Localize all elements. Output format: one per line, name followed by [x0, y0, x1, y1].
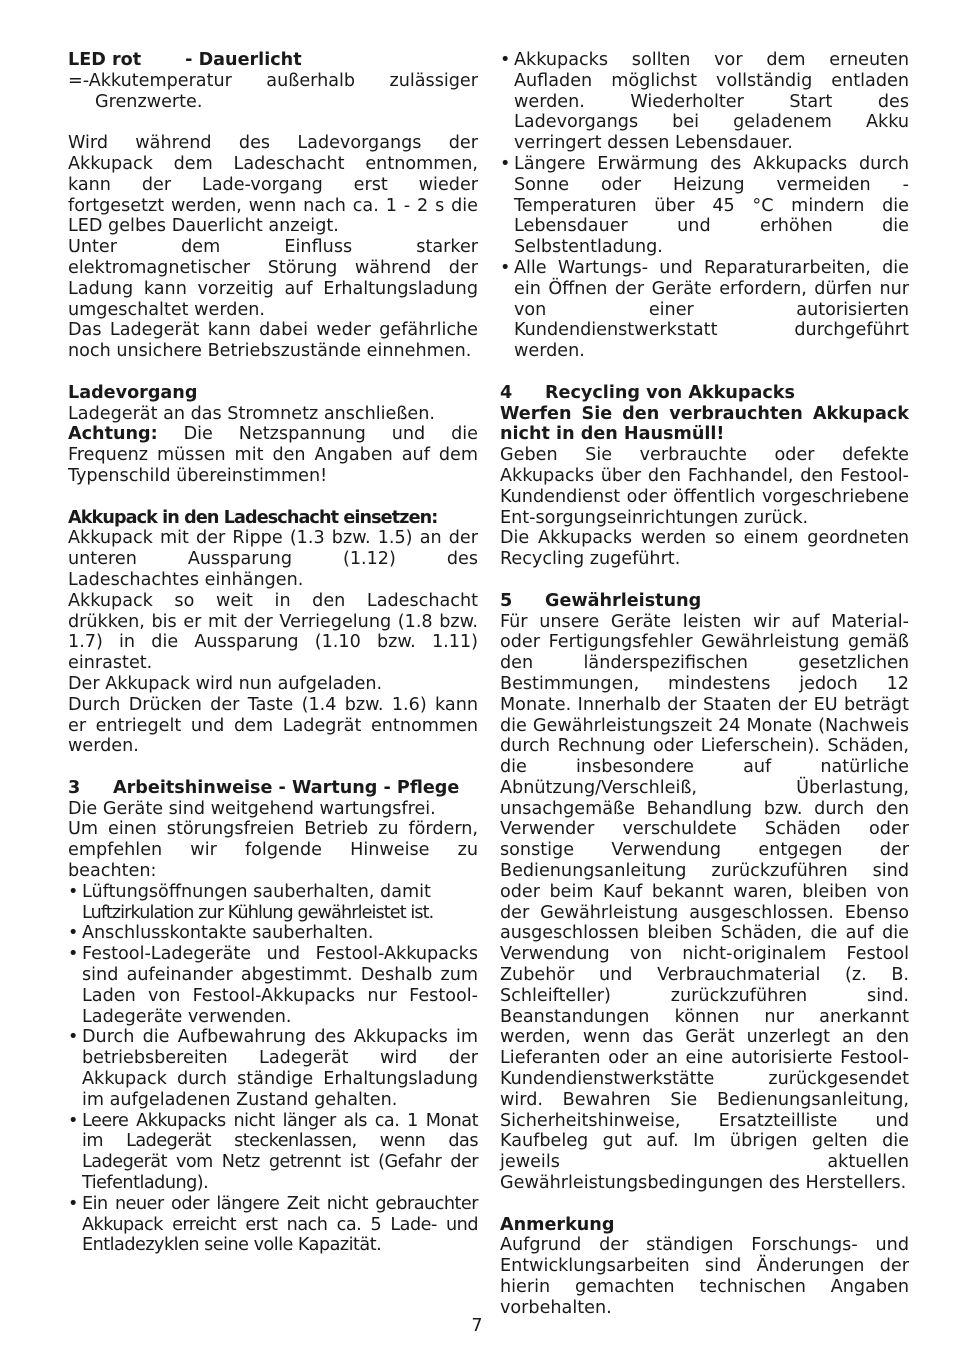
paragraph: Das Ladegerät kann dabei weder gefährliche noch unsichere Betriebszustände einnehmen.: [68, 320, 478, 362]
list-item: • Anschlusskontakte sauberhalten.: [68, 923, 374, 944]
section-title: Recycling von Akkupacks: [545, 382, 795, 403]
paragraph: Die Akkupacks werden so einem geordneten Recycling zugeführt.: [500, 528, 909, 570]
list-item-continuation: Luftzirkulation zur Kühlung gewährleistet ist.: [82, 902, 434, 923]
section-5-heading: [500, 591, 909, 612]
paragraph: Um einen störungsfreien Betrieb zu fördern, empfehlen wir folgende Hinweise zu beachten:: [68, 819, 478, 882]
list-item: • Längere Erwärmung des Akkupacks durch Sonne oder Heizung vermeiden - Temperaturen über 45 °C mindern die Lebensdauer und erhöhen die Selbstentladung.: [500, 153, 909, 258]
section-heading: Anmerkung: [500, 1214, 615, 1235]
list-item: • Alle Wartungs- und Reparaturarbeiten, die ein Öffnen der Geräte erfordern, dürfen nur von einer autorisierten Kundendienstwerkstatt durchgeführt werden.: [500, 257, 909, 362]
paragraph: Ladegerät an das Stromnetz anschließen.: [68, 403, 435, 424]
section-4-heading: [500, 383, 909, 404]
list-item: • Akkupacks sollten vor dem erneuten Aufladen möglichst vollständig entladen werden. Wiederholter Start des Ladevorgangs bei geladenem Akku verringert dessen Lebensdauer.: [500, 50, 909, 154]
list-item: • Festool-Ladegeräte und Festool-Akkupacks sind aufeinander abgestimmt. Deshalb zum Laden von Festool-Akkupacks nur Festool-Ladegeräte verwenden.: [68, 944, 478, 1027]
right-column: [500, 50, 909, 1319]
paragraph: Wird während des Ladevorgangs der Akkupack dem Ladeschacht entnommen, kann der Lade-vorgang erst wieder fortgesetzt werden, wenn nach ca. 1 - 2 s die LED gelbes Dauerlicht anzeigt.: [68, 133, 478, 237]
recycling-warning: Werfen Sie den verbrauchten Akkupack nicht in den Hausmüll!: [500, 403, 909, 445]
led-label: LED rot: [68, 50, 142, 70]
section-heading: Ladevorgang: [68, 382, 198, 403]
section-number: 5: [500, 590, 513, 611]
paragraph: Unter dem Einfluss starker elektromagnetischer Störung während der Ladung kann vorzeitig auf Erhaltungsladung umgeschaltet werden.: [68, 237, 478, 320]
list-item: • Leere Akkupacks nicht länger als ca. 1 Monat im Ladegerät steckenlassen, wenn das Ladegerät vom Netz getrennt ist (Gefahr der Tiefentladung).: [68, 1110, 478, 1194]
section-3-heading: [68, 778, 478, 799]
section-title: Gewährleistung: [545, 590, 702, 611]
attention-text: Die Netzspannung und die Frequenz müssen mit den Angaben auf dem Typenschild übereinstimmen!: [68, 424, 478, 486]
list-item: • Lüftungsöffnungen sauberhalten, damit: [68, 881, 431, 902]
paragraph: Der Akkupack wird nun aufgeladen.: [68, 673, 383, 694]
led-meaning: =-Akkutemperatur außerhalb zulässiger Grenzwerte.: [68, 70, 478, 112]
list-item: • Ein neuer oder längere Zeit nicht gebrauchter Akkupack erreicht erst nach ca. 5 Lade- und Entladezyklen seine volle Kapazität.: [68, 1193, 478, 1256]
led-line: [68, 50, 478, 71]
section-heading: Akkupack in den Ladeschacht einsetzen:: [68, 507, 438, 528]
list-item: • Durch die Aufbewahrung des Akkupacks im betriebsbereiten Ladegerät wird der Akkupack durch ständige Erhaltungsladung im aufgeladenen Zustand gehalten.: [68, 1027, 478, 1110]
section-number: 3: [68, 777, 81, 798]
paragraph: Akkupack so weit in den Ladeschacht drükken, bis er mit der Verriegelung (1.8 bzw. 1.7) in die Aussparung (1.10 bzw. 1.11) einrastet.: [68, 590, 478, 674]
left-column: [68, 50, 478, 1256]
section-number: 4: [500, 382, 513, 403]
page-number: 7: [471, 1316, 483, 1336]
paragraph: Geben Sie verbrauchte oder defekte Akkupacks über den Fachhandel, den Festool-Kundendienst oder öffentlich vorgeschriebene Ent-sorgungseinrichtungen zurück.: [500, 445, 909, 528]
paragraph: Die Geräte sind weitgehend wartungsfrei.: [68, 798, 436, 819]
paragraph: Durch Drücken der Taste (1.4 bzw. 1.6) kann er entriegelt und dem Ladegrät entnommen werden.: [68, 694, 478, 757]
led-state: - Dauerlicht: [185, 50, 302, 70]
attention-label: Achtung:: [68, 424, 158, 445]
paragraph: Für unsere Geräte leisten wir auf Material- oder Fertigungsfehler Gewährleistung gemäß den länderspezifischen gesetzlichen Bestimmungen, mindestens jedoch 12 Monate. Innerhalb der Staaten der EU beträgt die Gewährleistungszeit 24 Monate (Nachweis durch Rechnung oder Lieferschein). Schäden, die insbesondere auf natürliche Abnützung/Verschleiß, Überlastung, unsachgemäße Behandlung bzw. durch den Verwender verschuldete Schäden oder sonstige Verwendung entgegen der Bedienungsanleitung zurückzuführen sind oder beim Kauf bekannt waren, bleiben von der Gewährleistung ausgeschlossen. Ebenso ausgeschlossen bleiben Schäden, die auf die Verwendung von nicht-originalem Festool Zubehör und Verbrauchmaterial (z. B. Schleifteller) zurückzuführen sind. Beanstandungen können nur anerkannt werden, wenn das Gerät unzerlegt an den Lieferanten oder an eine autorisierte Festool-Kundendienstwerkstätte zurückgesendet wird. Bewahren Sie Bedienungsanleitung, Sicherheitshinweise, Ersatzteilliste und Kaufbeleg gut auf. Im übrigen gelten die jeweils aktuellen Gewährleistungsbedingungen des Herstellers.: [500, 611, 909, 1194]
paragraph: Aufgrund der ständigen Forschungs- und Entwicklungsarbeiten sind Änderungen der hierin gemachten technischen Angaben vorbehalten.: [500, 1235, 909, 1318]
attention-paragraph: [68, 424, 478, 486]
paragraph: Akkupack mit der Rippe (1.3 bzw. 1.5) an der unteren Aussparung (1.12) des Ladeschachtes einhängen.: [68, 528, 478, 590]
section-title: Arbeitshinweise - Wartung - Pflege: [113, 777, 460, 798]
